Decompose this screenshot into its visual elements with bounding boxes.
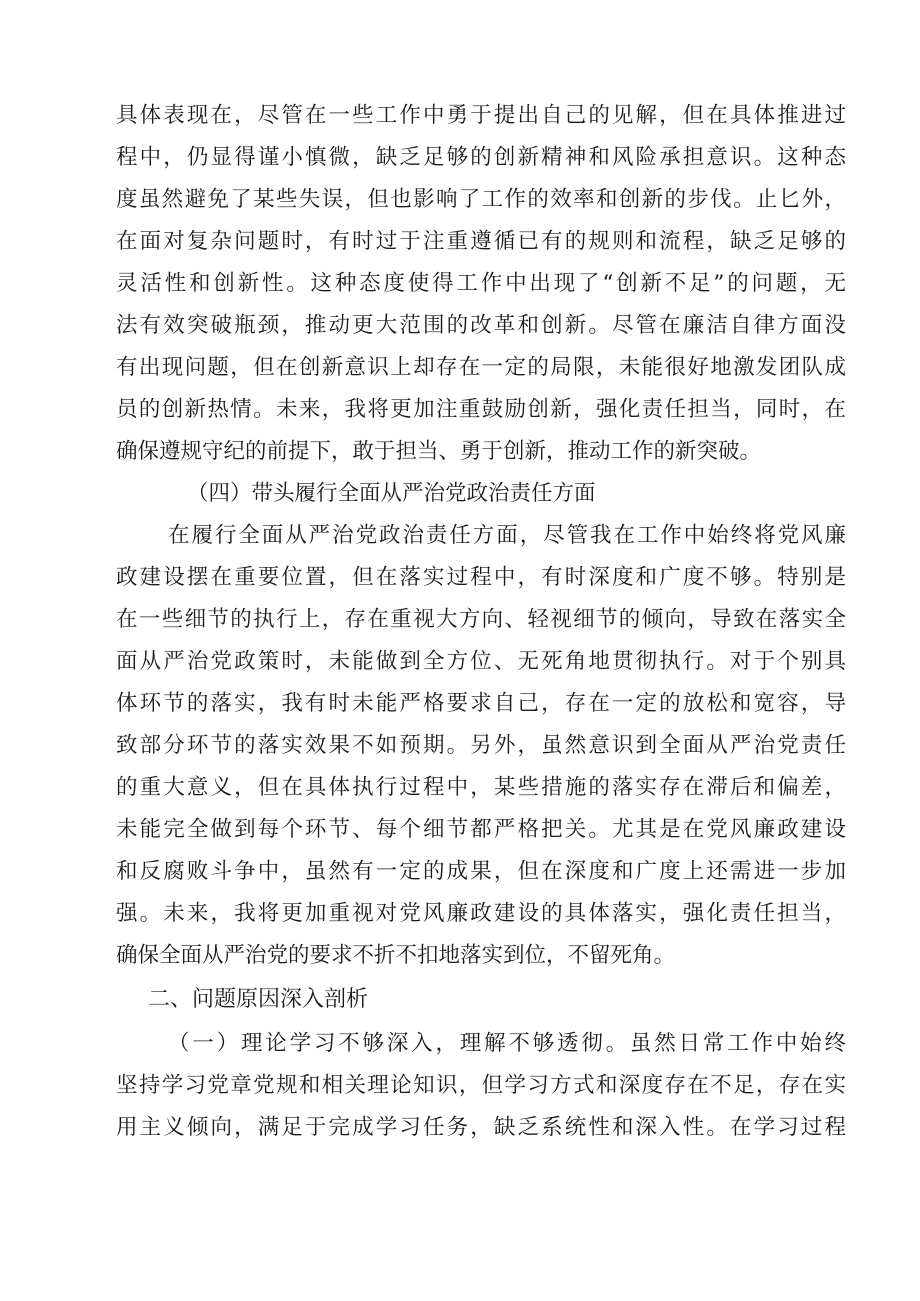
paragraph-line: 体环节的落实，我有时未能严格要求自己，存在一定的放松和宽容，导 [116,691,846,716]
paragraph-line: 未能完全做到每个环节、每个细节都严格把关。尤其是在党风廉政建设 [116,817,846,842]
paragraph-line: 致部分环节的落实效果不如预期。另外，虽然意识到全面从严治党责任 [116,733,846,758]
subsection-heading: （四）带头履行全面从严治党政治责任方面 [187,481,596,506]
paragraph-line: 员的创新热情。未来，我将更加注重鼓励创新，强化责任担当，同时，在 [116,397,846,422]
paragraph-line: 具体表现在，尽管在一些工作中勇于提出自己的见解，但在具体推进过 [116,103,846,128]
paragraph-line: 用主义倾向，满足于完成学习任务，缺乏系统性和深入性。在学习过程 [116,1115,846,1140]
paragraph-line: （一）理论学习不够深入，理解不够透彻。虽然日常工作中始终 [168,1031,846,1056]
paragraph-line: 确保遵规守纪的前提下，敢于担当、勇于创新，推动工作的新突破。 [116,439,762,464]
paragraph-line: 在面对复杂问题时，有时过于注重遵循已有的规则和流程，缺乏足够的 [116,229,846,254]
paragraph-line: 有出现问题，但在创新意识上却存在一定的局限，未能很好地激发团队成 [116,355,846,380]
paragraph-line: 确保全面从严治党的要求不折不扣地落实到位，不留死角。 [116,943,676,968]
paragraph-line: 在履行全面从严治党政治责任方面，尽管我在工作中始终将党风廉 [168,523,846,548]
paragraph-line: 法有效突破瓶颈，推动更大范围的改革和创新。尽管在廉洁自律方面没 [116,313,846,338]
paragraph-line: 在一些细节的执行上，存在重视大方向、轻视细节的倾向，导致在落实全 [116,607,846,632]
paragraph-line: 度虽然避免了某些失误，但也影响了工作的效率和创新的步伐。止匕外， [116,187,846,212]
paragraph-line: 程中，仍显得谨小慎微，缺乏足够的创新精神和风险承担意识。这种态 [116,145,846,170]
paragraph-line: 灵活性和创新性。这种态度使得工作中出现了“创新不足”的问题，无 [116,271,846,296]
paragraph-line: 强。未来，我将更加重视对党风廉政建设的具体落实，强化责任担当， [116,901,846,926]
paragraph-line: 面从严治党政策时，未能做到全方位、无死角地贯彻执行。对于个别具 [116,649,846,674]
paragraph-line: 政建设摆在重要位置，但在落实过程中，有时深度和广度不够。特别是 [116,565,846,590]
section-heading: 二、问题原因深入剖析 [148,987,369,1012]
paragraph-line: 的重大意义，但在具体执行过程中，某些措施的落实存在滞后和偏差， [116,775,846,800]
paragraph-line: 坚持学习党章党规和相关理论知识，但学习方式和深度存在不足，存在实 [116,1073,846,1098]
paragraph-line: 和反腐败斗争中，虽然有一定的成果，但在深度和广度上还需进一步加 [116,859,846,884]
